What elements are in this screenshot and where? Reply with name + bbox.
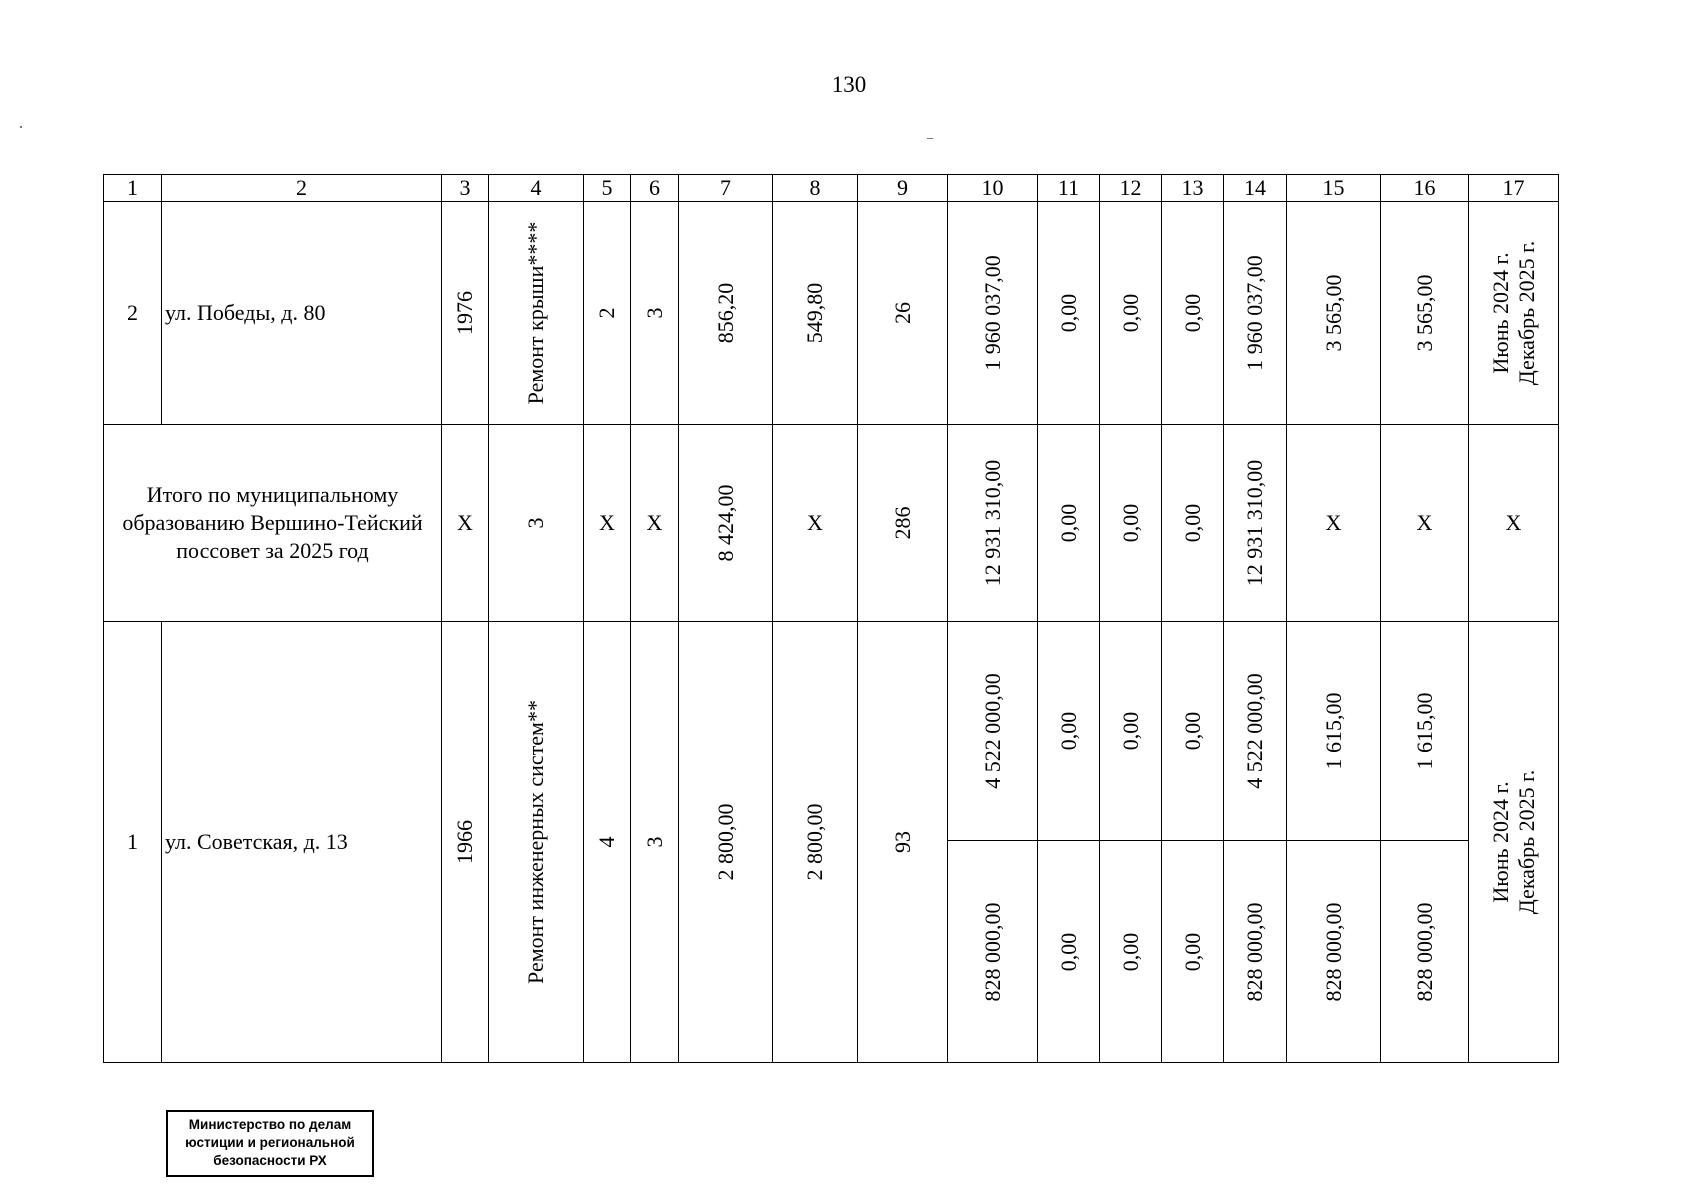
scan-speck	[927, 138, 933, 139]
stamp-line: Министерство по делам	[188, 1117, 352, 1132]
address: ул. Победы, д. 80	[162, 202, 442, 425]
column-number: 14	[1224, 175, 1287, 202]
year-built: 1976	[442, 202, 489, 425]
address: ул. Советская, д. 13	[162, 622, 442, 1063]
scan-speck	[20, 126, 22, 128]
cell-8: X	[773, 425, 858, 622]
cell-15: 3 565,00	[1287, 202, 1381, 425]
column-number: 12	[1100, 175, 1162, 202]
cell-12: 0,00	[1100, 841, 1162, 1063]
cell-16: 3 565,00	[1381, 202, 1469, 425]
table-row-sovetskaya-13	[104, 622, 1559, 841]
column-number: 1	[104, 175, 162, 202]
column-number: 10	[948, 175, 1038, 202]
cell-5: X	[584, 425, 631, 622]
cell-14: 828 000,00	[1224, 841, 1287, 1063]
cell-10: 828 000,00	[948, 841, 1038, 1063]
column-number: 15	[1287, 175, 1381, 202]
column-number: 3	[442, 175, 489, 202]
column-number: 4	[489, 175, 584, 202]
cell-14: 1 960 037,00	[1224, 202, 1287, 425]
work-period: Июнь 2024 г. Декабрь 2025 г.	[1469, 622, 1559, 1063]
column-number: 6	[631, 175, 679, 202]
cell-5: 4	[584, 622, 631, 1063]
cell-5: 2	[584, 202, 631, 425]
column-number: 2	[162, 175, 442, 202]
year-built: 1966	[442, 622, 489, 1063]
ministry-stamp	[166, 1110, 374, 1177]
cell-13: 0,00	[1162, 841, 1224, 1063]
cell-15: X	[1287, 425, 1381, 622]
cell-7: 8 424,00	[679, 425, 773, 622]
cell-10: 4 522 000,00	[948, 622, 1038, 841]
column-number: 9	[858, 175, 948, 202]
cell-11: 0,00	[1038, 202, 1100, 425]
table-row-total	[104, 425, 1559, 622]
cell-13: 0,00	[1162, 622, 1224, 841]
row-number: 1	[104, 622, 162, 1063]
cell-4: 3	[489, 425, 584, 622]
repair-program-table	[103, 174, 1559, 1063]
cell-11: 0,00	[1038, 841, 1100, 1063]
cell-6: 3	[631, 202, 679, 425]
cell-17: X	[1469, 425, 1559, 622]
work-type: Ремонт инженерных систем**	[489, 622, 584, 1063]
cell-9: 26	[858, 202, 948, 425]
cell-13: 0,00	[1162, 425, 1224, 622]
cell-7: 856,20	[679, 202, 773, 425]
cell-14: 12 931 310,00	[1224, 425, 1287, 622]
cell-9: 93	[858, 622, 948, 1063]
work-period: Июнь 2024 г. Декабрь 2025 г.	[1469, 202, 1559, 425]
cell-15: 1 615,00	[1287, 622, 1381, 841]
cell-8: 549,80	[773, 202, 858, 425]
column-number: 7	[679, 175, 773, 202]
cell-8: 2 800,00	[773, 622, 858, 1063]
cell-6: X	[631, 425, 679, 622]
stamp-line: юстиции и региональной	[185, 1135, 355, 1150]
row-number: 2	[104, 202, 162, 425]
page-number: 130	[831, 72, 867, 97]
cell-9: 286	[858, 425, 948, 622]
cell-13: 0,00	[1162, 202, 1224, 425]
cell-12: 0,00	[1100, 622, 1162, 841]
cell-14: 4 522 000,00	[1224, 622, 1287, 841]
cell-10: 1 960 037,00	[948, 202, 1038, 425]
column-number-row	[104, 175, 1559, 202]
cell-16: 828 000,00	[1381, 841, 1469, 1063]
stamp-line: безопасности РХ	[213, 1153, 327, 1168]
column-number: 17	[1469, 175, 1559, 202]
cell-11: 0,00	[1038, 425, 1100, 622]
cell-16: 1 615,00	[1381, 622, 1469, 841]
cell-15: 828 000,00	[1287, 841, 1381, 1063]
table-row-pobedy-80	[104, 202, 1559, 425]
cell-16: X	[1381, 425, 1469, 622]
cell-11: 0,00	[1038, 622, 1100, 841]
column-number: 16	[1381, 175, 1469, 202]
cell-12: 0,00	[1100, 425, 1162, 622]
work-type: Ремонт крыши****	[489, 202, 584, 425]
cell-7: 2 800,00	[679, 622, 773, 1063]
column-number: 13	[1162, 175, 1224, 202]
cell-10: 12 931 310,00	[948, 425, 1038, 622]
total-label: Итого по муниципальному образованию Вершино-Тейский поссовет за 2025 год	[104, 425, 442, 622]
cell-6: 3	[631, 622, 679, 1063]
column-number: 8	[773, 175, 858, 202]
column-number: 5	[584, 175, 631, 202]
column-number: 11	[1038, 175, 1100, 202]
cell-3: X	[442, 425, 489, 622]
cell-12: 0,00	[1100, 202, 1162, 425]
